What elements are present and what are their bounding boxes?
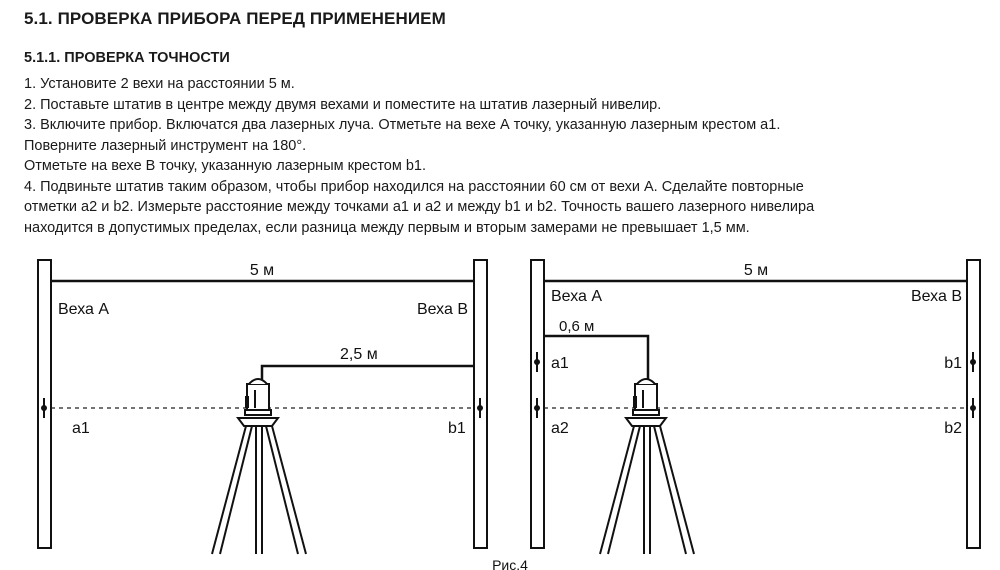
laser-level-tripod xyxy=(212,379,306,554)
mark-a1-label: а1 xyxy=(72,420,90,437)
instruction-line: отметки а2 и b2. Измерьте расстояние между точками а1 и а2 и между b1 и b2. Точность вашего лазерного нивелира xyxy=(24,199,815,215)
mark-b2-label: b2 xyxy=(944,420,962,437)
mark-dot-a xyxy=(41,405,47,411)
mark-dot-a1 xyxy=(534,359,540,365)
mark-a1-label: а1 xyxy=(551,355,569,372)
mark-dot-b2 xyxy=(970,405,976,411)
span-label: 5 м xyxy=(249,262,275,279)
section-heading: 5.1. ПРОВЕРКА ПРИБОРА ПЕРЕД ПРИМЕНЕНИЕМ xyxy=(24,9,446,28)
instruction-line: 2. Поставьте штатив в центре между двумя вехами и поместите на штатив лазерный нивелир. xyxy=(24,96,662,113)
pole-b-label: Веха В xyxy=(416,301,468,318)
mark-b1-label: b1 xyxy=(944,355,962,372)
offset-bracket xyxy=(262,366,474,386)
figure-caption: Рис.4 xyxy=(492,557,528,570)
offset-label: 0,6 м xyxy=(559,318,595,335)
pole-a-label: Веха А xyxy=(551,288,603,305)
mark-dot-b1 xyxy=(970,359,976,365)
subsection-heading: 5.1.1. ПРОВЕРКА ТОЧНОСТИ xyxy=(24,50,230,66)
offset-label: 2,5 м xyxy=(340,346,378,363)
mark-a2-label: а2 xyxy=(551,420,569,437)
instruction-line: находится в допустимых пределах, если разница между первым и вторым замерами не превышает 1,5 мм. xyxy=(24,219,750,236)
right-diagram xyxy=(531,260,980,554)
instruction-line: 1. Установите 2 вехи на расстоянии 5 м. xyxy=(24,76,295,92)
left-diagram xyxy=(38,260,487,554)
laser-level-tripod xyxy=(600,379,694,554)
pole-a-label: Веха А xyxy=(58,301,110,318)
mark-b1-label: b1 xyxy=(448,420,466,437)
instruction-line: Поверните лазерный инструмент на 180°. xyxy=(24,137,307,154)
instruction-line: 4. Подвиньте штатив таким образом, чтобы прибор находился на расстоянии 60 см от вехи А. Сделайте повторные xyxy=(24,178,804,195)
mark-dot-b xyxy=(477,405,483,411)
instruction-line: 3. Включите прибор. Включатся два лазерных луча. Отметьте на вехе А точку, указанную лазерным крестом а1. xyxy=(24,117,781,133)
pole-b-label: Веха В xyxy=(910,288,962,305)
mark-dot-a2 xyxy=(534,405,540,411)
instruction-line: Отметьте на вехе В точку, указанную лазерным крестом b1. xyxy=(24,158,427,174)
span-label: 5 м xyxy=(743,262,769,279)
